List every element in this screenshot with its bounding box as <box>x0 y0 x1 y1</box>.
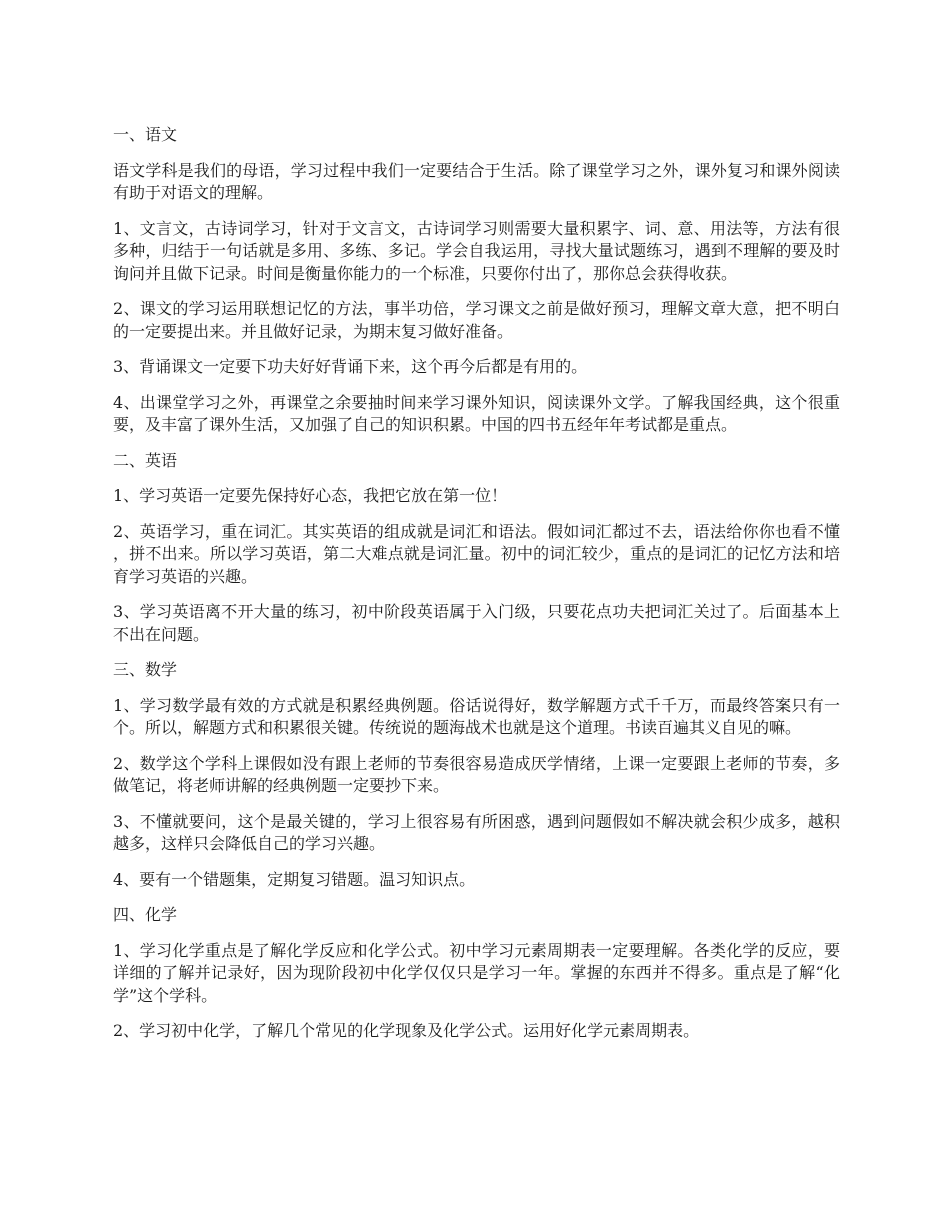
section-heading: 二、英语 <box>113 450 178 470</box>
section-english <box>113 450 840 647</box>
paragraph: 4、出课堂学习之外，再课堂之余要抽时间来学习课外知识，阅读课外文学。了解我国经典，这个很重要，及丰富了课外生活，又加强了自己的知识积累。中国的四书五经年年考试都是重点。 <box>113 392 840 434</box>
paragraph: 2、数学这个学科上课假如没有跟上老师的节奏很容易造成厌学情绪，上课一定要跟上老师的节奏，多做笔记，将老师讲解的经典例题一定要抄下来。 <box>113 753 840 795</box>
paragraph: 语文学科是我们的母语，学习过程中我们一定要结合于生活。除了课堂学习之外，课外复习和课外阅读有助于对语文的理解。 <box>113 160 840 202</box>
paragraph: 2、课文的学习运用联想记忆的方法，事半功倍，学习课文之前是做好预习，理解文章大意，把不明白的一定要提出来。并且做好记录，为期末复习做好准备。 <box>113 299 840 341</box>
section-math <box>113 659 840 891</box>
section-heading: 一、语文 <box>113 125 178 144</box>
paragraph: 3、不懂就要问，这个是最关键的，学习上很容易有所困惑，遇到问题假如不解决就会积少成多，越积越多，这样只会降低自己的学习兴趣。 <box>113 811 840 853</box>
section-chinese <box>113 124 840 437</box>
document-body <box>113 124 840 1056</box>
paragraph: 1、学习化学重点是了解化学反应和化学公式。初中学习元素周期表一定要理解。各类化学的反应，要详细的了解并记录好，因为现阶段初中化学仅仅只是学习一年。掌握的东西并不得多。重点是了解“化学”这个学科。 <box>113 940 840 1005</box>
paragraph: 2、学习初中化学，了解几个常见的化学现象及化学公式。运用好化学元素周期表。 <box>113 1021 700 1040</box>
paragraph: 3、学习英语离不开大量的练习，初中阶段英语属于入门级，只要花点功夫把词汇关过了。后面基本上不出在问题。 <box>113 602 840 644</box>
section-heading: 三、数学 <box>113 660 178 679</box>
section-chemistry <box>113 904 840 1043</box>
section-heading: 四、化学 <box>113 905 178 924</box>
paragraph: 1、学习数学最有效的方式就是积累经典例题。俗话说得好，数学解题方式千千万，而最终答案只有一个。所以，解题方式和积累很关键。传统说的题海战术也就是这个道理。书读百遍其义自见的嘛。 <box>113 695 840 737</box>
paragraph: 1、文言文，古诗词学习，针对于文言文，古诗词学习则需要大量积累字、词、意、用法等，方法有很多种，归结于一句话就是多用、多练、多记。学会自我运用，寻找大量试题练习，遇到不理解的要及时询问并且做下记录。时间是衡量你能力的一个标准，只要你付出了，那你总会获得收获。 <box>113 218 840 283</box>
paragraph: 3、背诵课文一定要下功夫好好背诵下来，这个再今后都是有用的。 <box>113 357 588 376</box>
paragraph: 2、英语学习，重在词汇。其实英语的组成就是词汇和语法。假如词汇都过不去，语法给你你也看不懂，拼不出来。所以学习英语，第二大难点就是词汇量。初中的词汇较少，重点的是词汇的记忆方法和培育学习英语的兴趣。 <box>113 521 840 586</box>
paragraph: 1、学习英语一定要先保持好心态，我把它放在第一位！ <box>113 486 508 505</box>
paragraph: 4、要有一个错题集，定期复习错题。温习知识点。 <box>113 869 476 889</box>
